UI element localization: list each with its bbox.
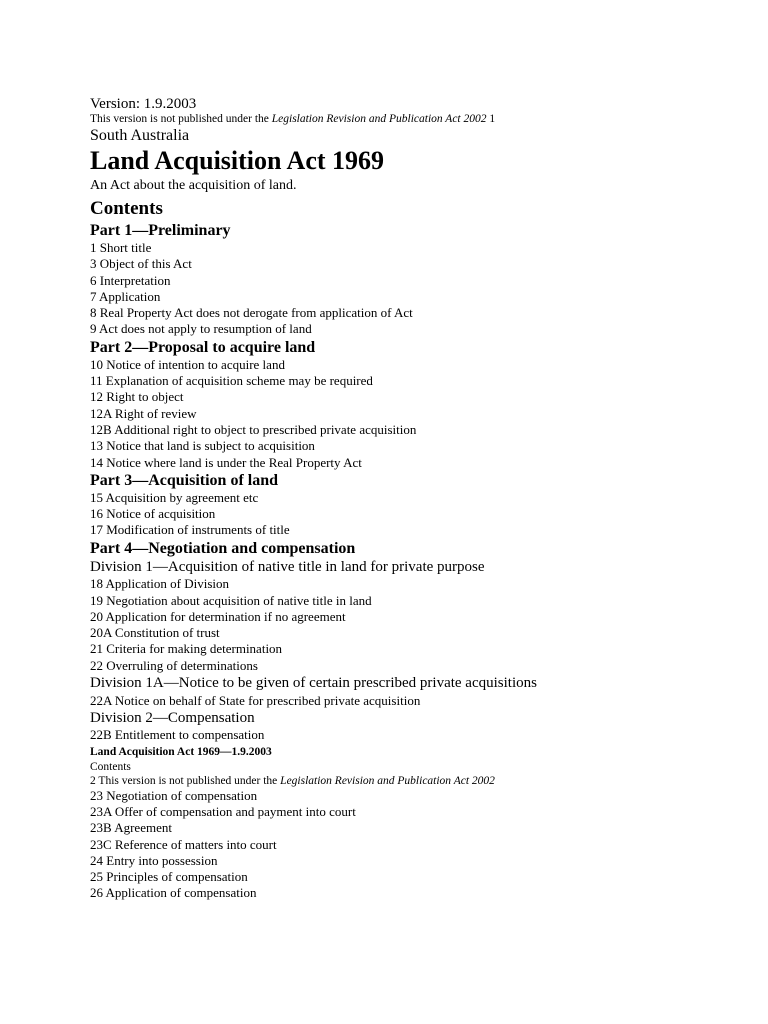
contents-item: 22 Overruling of determinations: [90, 657, 258, 673]
contents-item: 21 Criteria for making determination: [90, 641, 283, 657]
division-2-heading: Division 2—Compensation: [90, 709, 255, 726]
version-label: Version: 1.9.2003: [90, 96, 197, 112]
contents-item: 13 Notice that land is subject to acquisition: [90, 438, 315, 454]
contents-item: 18 Application of Division: [90, 576, 230, 592]
contents-heading: Contents: [90, 198, 163, 219]
publication-notice: [90, 112, 768, 126]
part-3-heading: Part 3—Acquisition of land: [90, 471, 279, 489]
contents-item: 8 Real Property Act does not derogate from application of Act: [90, 305, 413, 321]
division-1-heading: Division 1—Acquisition of native title in land for private purpose: [90, 558, 485, 575]
contents-item: 17 Modification of instruments of title: [90, 522, 290, 538]
notice-prefix: This version is not published under the: [90, 113, 272, 125]
running-header-section: Contents: [90, 760, 131, 773]
contents-item: 20A Constitution of trust: [90, 625, 220, 641]
contents-item: 6 Interpretation: [90, 272, 171, 288]
running-header-notice: [90, 774, 768, 788]
contents-item: 16 Notice of acquisition: [90, 506, 216, 522]
running-notice-act-name: Legislation Revision and Publication Act 2002: [280, 774, 495, 787]
contents-item: 22A Notice on behalf of State for prescribed private acquisition: [90, 692, 421, 708]
contents-item: 14 Notice where land is under the Real Property Act: [90, 454, 362, 470]
contents-item: 19 Negotiation about acquisition of native title in land: [90, 592, 372, 608]
contents-item: 23A Offer of compensation and payment into court: [90, 803, 356, 819]
contents-item: 3 Object of this Act: [90, 256, 192, 272]
contents-item: 7 Application: [90, 288, 161, 304]
notice-act-name: Legislation Revision and Publication Act 2002: [271, 113, 487, 125]
act-title: Land Acquisition Act 1969: [90, 146, 385, 175]
contents-item: 23C Reference of matters into court: [90, 836, 277, 852]
contents-item: 12 Right to object: [90, 389, 184, 405]
division-1a-heading: Division 1A—Notice to be given of certain prescribed private acquisitions: [90, 675, 537, 692]
contents-item: 11 Explanation of acquisition scheme may be required: [90, 373, 373, 389]
contents-item: 26 Application of compensation: [90, 885, 257, 901]
contents-item: 23 Negotiation of compensation: [90, 787, 258, 803]
contents-item: 1 Short title: [90, 240, 152, 255]
contents-item: 10 Notice of intention to acquire land: [90, 356, 285, 372]
jurisdiction-label: South Australia: [90, 127, 190, 144]
contents-item: 23B Agreement: [90, 820, 172, 836]
contents-item: 12A Right of review: [90, 405, 197, 421]
contents-item: 25 Principles of compensation: [90, 869, 248, 885]
contents-item: 20 Application for determination if no agreement: [90, 608, 346, 624]
contents-item: 12B Additional right to object to prescribed private acquisition: [90, 421, 417, 437]
contents-item: 9 Act does not apply to resumption of land: [90, 321, 312, 337]
long-title: An Act about the acquisition of land.: [90, 178, 297, 193]
part-4-heading: Part 4—Negotiation and compensation: [90, 539, 356, 557]
contents-item: 24 Entry into possession: [90, 852, 218, 868]
running-notice-prefix: 2 This version is not published under the: [90, 774, 281, 787]
part-1-heading: Part 1—Preliminary: [90, 222, 231, 239]
running-header-title: Land Acquisition Act 1969—1.9.2003: [90, 745, 272, 758]
contents-item: 15 Acquisition by agreement etc: [90, 489, 259, 505]
notice-suffix: 1: [486, 113, 496, 125]
contents-item: 22B Entitlement to compensation: [90, 727, 265, 743]
part-2-heading: Part 2—Proposal to acquire land: [90, 338, 316, 356]
